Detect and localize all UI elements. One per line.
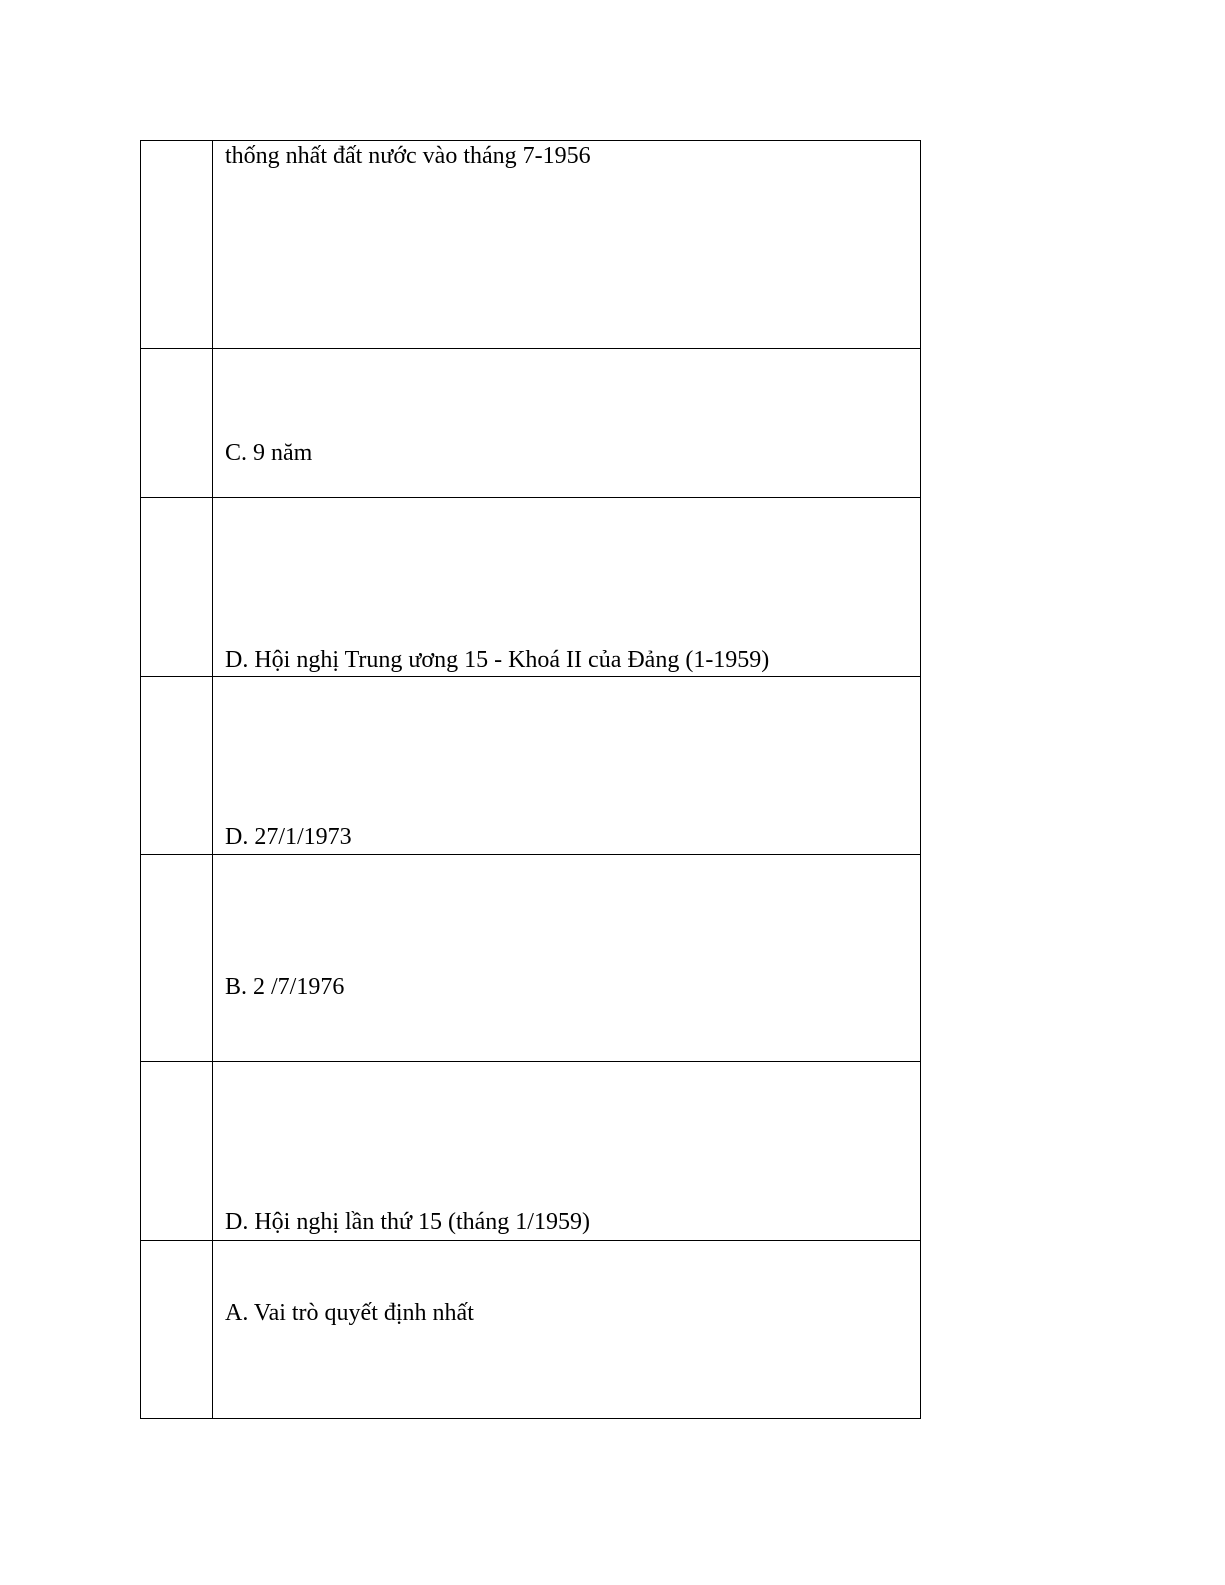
answer-cell [213, 141, 921, 349]
answer-cell [213, 1062, 921, 1241]
answer-text: A. Vai trò quyết định nhất [225, 1300, 474, 1326]
answer-text: D. Hội nghị lần thứ 15 (tháng 1/1959) [225, 1209, 590, 1235]
table-row [141, 498, 921, 677]
answer-cell [213, 1241, 921, 1419]
answer-text: D. 27/1/1973 [225, 824, 352, 850]
table-row [141, 141, 921, 349]
answer-cell [213, 677, 921, 855]
answer-text: B. 2 /7/1976 [225, 974, 345, 1000]
question-number-cell [141, 677, 213, 855]
answer-cell [213, 349, 921, 498]
question-number-cell [141, 498, 213, 677]
answer-cell [213, 855, 921, 1062]
question-number-cell [141, 349, 213, 498]
question-number-cell [141, 1241, 213, 1419]
answer-text: D. Hội nghị Trung ương 15 - Khoá II của Đảng (1-1959) [225, 647, 770, 673]
table-row [141, 1062, 921, 1241]
question-number-cell [141, 141, 213, 349]
table-row [141, 677, 921, 855]
answer-text: C. 9 năm [225, 440, 313, 466]
table-row [141, 349, 921, 498]
table-row [141, 855, 921, 1062]
table-row [141, 1241, 921, 1419]
answer-text: thống nhất đất nước vào tháng 7-1956 [225, 143, 591, 169]
answer-cell [213, 498, 921, 677]
answer-table [140, 140, 921, 1419]
question-number-cell [141, 1062, 213, 1241]
question-number-cell [141, 855, 213, 1062]
